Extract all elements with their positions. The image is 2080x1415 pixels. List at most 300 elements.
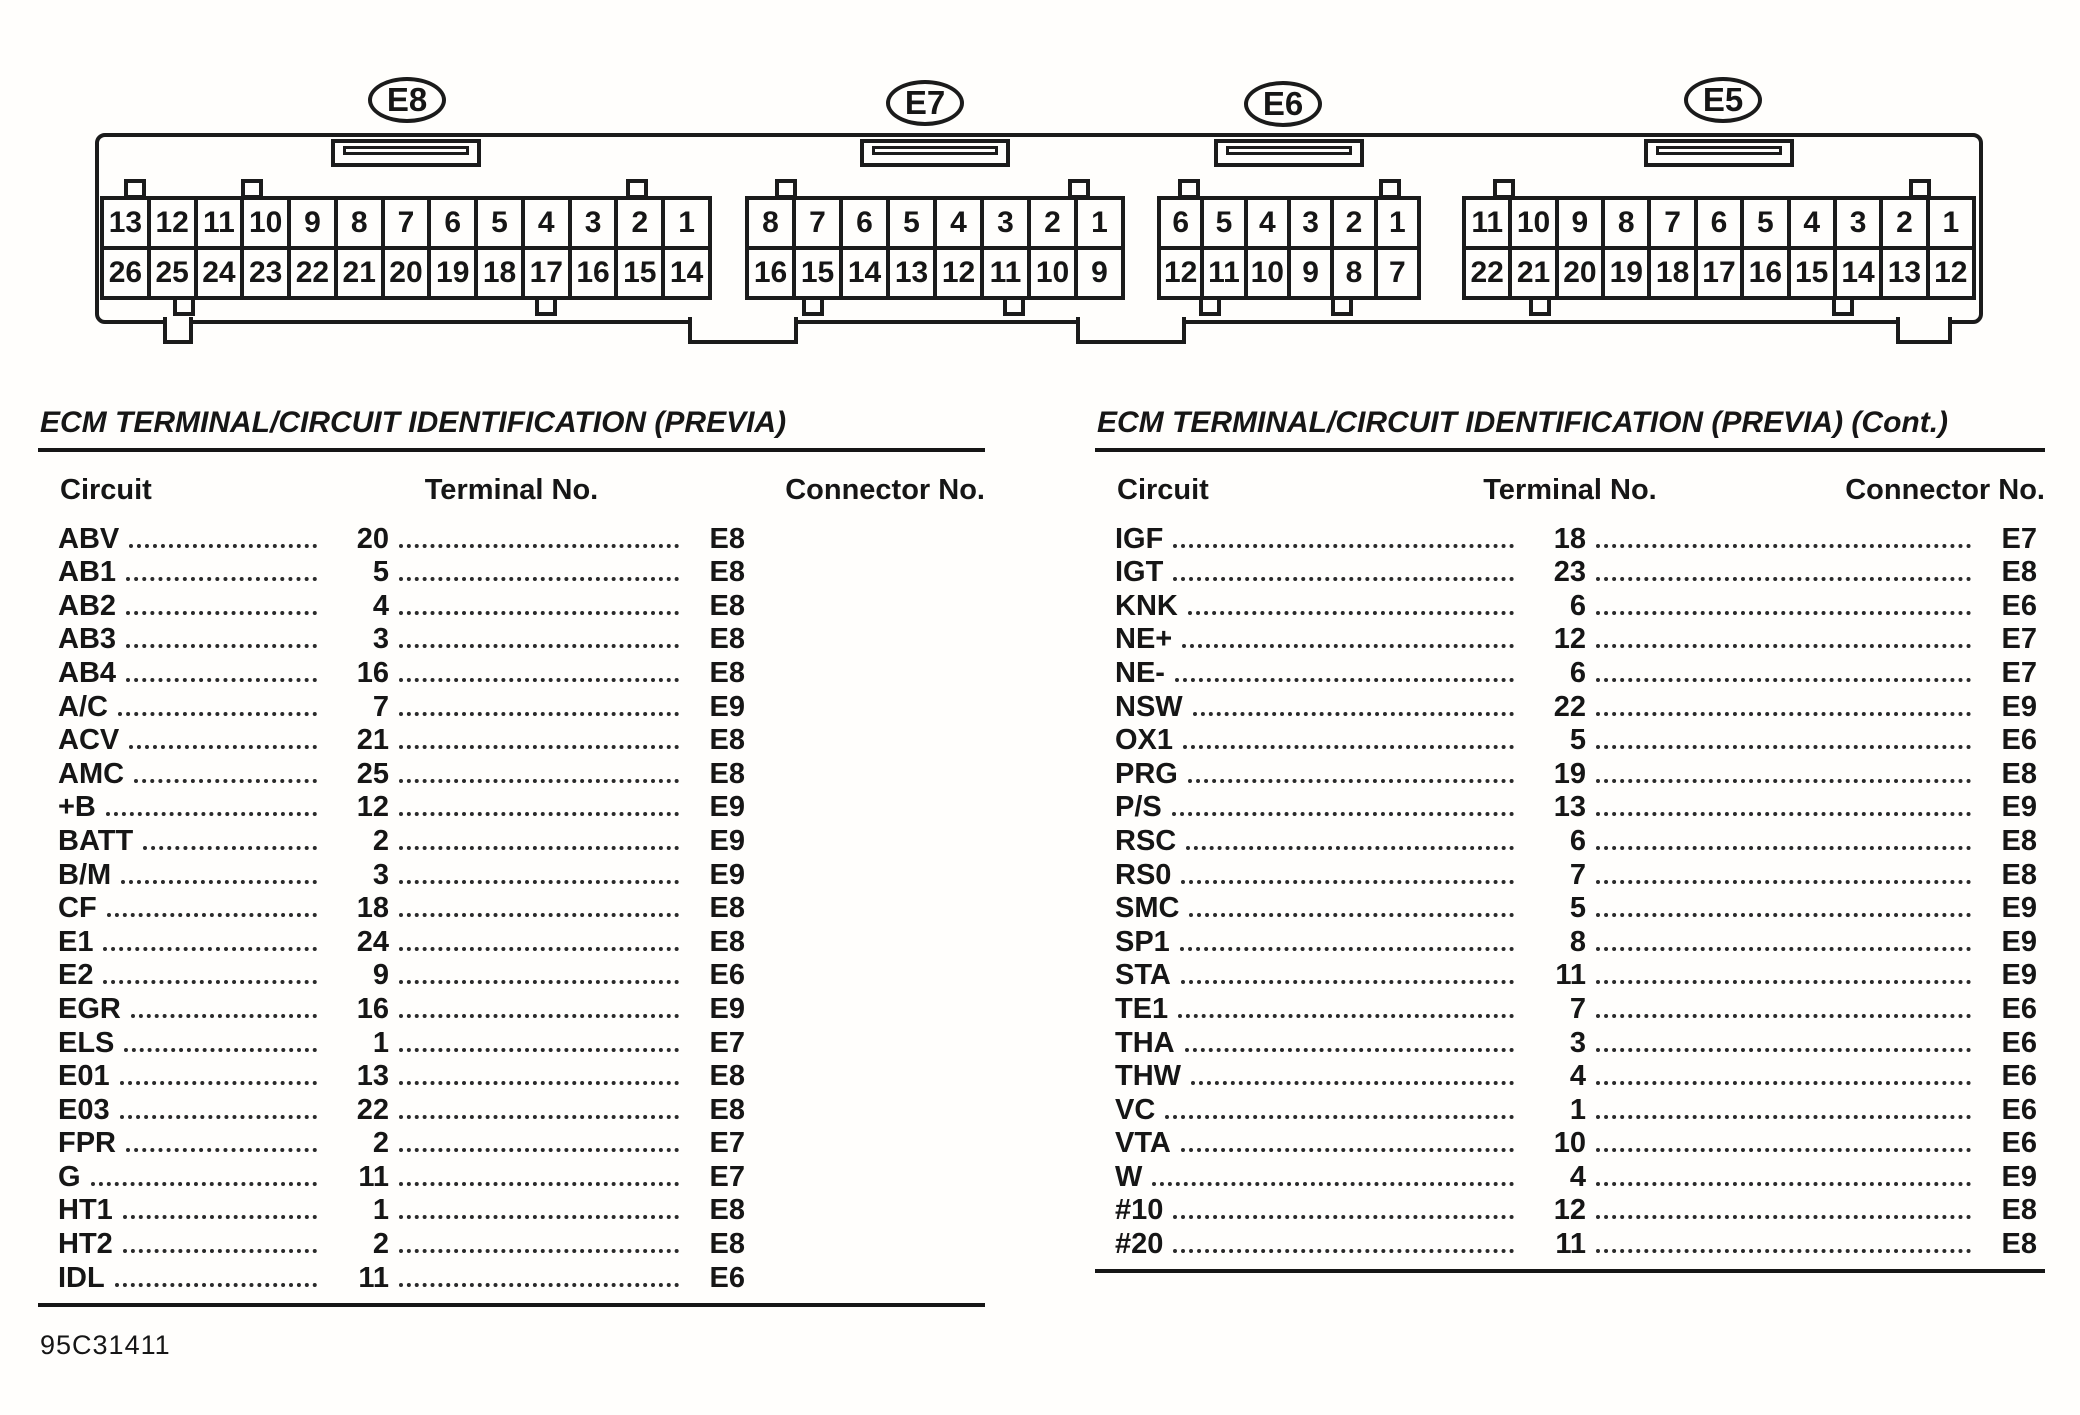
circuit-name: THW <box>1115 1060 1182 1093</box>
terminal-number: 4 <box>1569 1160 1586 1193</box>
dot-leader <box>399 980 679 984</box>
dot-leader <box>107 913 317 917</box>
circuit-row <box>1095 656 2045 690</box>
terminal-number: 21 <box>356 724 389 757</box>
circuit-name: G <box>58 1160 81 1193</box>
pin-E8-11: 11 <box>196 198 243 248</box>
dot-leader <box>399 1081 679 1085</box>
guide-tab <box>1529 296 1551 316</box>
dot-leader <box>129 745 317 749</box>
circuit-row <box>38 824 985 858</box>
connector-id: E7 <box>2001 522 2037 555</box>
circuit-row <box>1095 1194 2045 1228</box>
circuit-row <box>1095 992 2045 1026</box>
latch-slot <box>872 146 998 155</box>
pin-E7-6: 6 <box>841 198 888 248</box>
circuit-name: ACV <box>58 724 120 757</box>
pin-E6-1: 1 <box>1376 198 1419 248</box>
pin-grid-e6 <box>1157 196 1421 300</box>
circuit-row <box>1095 522 2045 556</box>
terminal-number: 3 <box>1569 1026 1586 1059</box>
terminal-number: 11 <box>1555 959 1586 992</box>
pin-E7-2: 2 <box>1029 198 1076 248</box>
circuit-name: HT1 <box>58 1194 113 1227</box>
connector-id: E8 <box>709 1194 745 1227</box>
circuit-name: SMC <box>1115 892 1180 925</box>
dot-leader <box>399 1014 679 1018</box>
dot-leader <box>126 1148 317 1152</box>
terminal-number: 10 <box>1553 1127 1586 1160</box>
circuit-row <box>38 892 985 926</box>
connector-id: E8 <box>2001 1228 2037 1261</box>
connector-id: E7 <box>2001 656 2037 689</box>
latch-slot <box>1656 146 1782 155</box>
dot-leader <box>399 1048 679 1052</box>
pin-E7-11: 11 <box>982 248 1029 298</box>
connector-id: E9 <box>2001 690 2037 723</box>
dot-leader <box>1596 577 1971 581</box>
dot-leader <box>1178 1014 1514 1018</box>
column-header-terminal: Terminal No. <box>1483 474 1657 506</box>
circuit-name: VTA <box>1115 1127 1171 1160</box>
pin-E5-7: 7 <box>1649 198 1695 248</box>
dot-leader <box>1181 880 1514 884</box>
circuit-row <box>38 589 985 623</box>
dot-leader <box>399 1182 679 1186</box>
connector-label-e7 <box>886 80 964 126</box>
dot-leader <box>91 1182 317 1186</box>
connector-label-text: E5 <box>1702 81 1744 118</box>
terminal-number: 1 <box>372 1026 389 1059</box>
table-bottom-rule <box>38 1303 985 1307</box>
pin-row <box>1464 248 1974 298</box>
pin-E5-8: 8 <box>1603 198 1649 248</box>
circuit-name: IDL <box>58 1261 105 1294</box>
circuit-name: E2 <box>58 959 94 992</box>
circuit-name: AB3 <box>58 623 117 656</box>
circuit-row <box>38 690 985 724</box>
dot-leader <box>1596 644 1971 648</box>
dot-leader <box>1182 644 1514 648</box>
dot-leader <box>1596 745 1971 749</box>
connector-id: E8 <box>709 925 745 958</box>
circuit-row <box>1095 892 2045 926</box>
connector-id: E6 <box>709 959 745 992</box>
dot-leader <box>1596 1148 1971 1152</box>
connector-id: E9 <box>709 824 745 857</box>
guide-tab <box>173 296 195 316</box>
circuit-row <box>38 959 985 993</box>
circuit-name: IGT <box>1115 556 1164 589</box>
dot-leader <box>399 712 679 716</box>
dot-leader <box>399 913 679 917</box>
guide-tab <box>241 179 263 199</box>
column-header-terminal: Terminal No. <box>424 474 599 506</box>
pin-E6-4: 4 <box>1246 198 1289 248</box>
dot-leader <box>120 1081 317 1085</box>
connector-id: E8 <box>709 892 745 925</box>
connector-id: E8 <box>709 1093 745 1126</box>
pin-E7-4: 4 <box>935 198 982 248</box>
dot-leader <box>126 611 317 615</box>
circuit-row <box>38 1261 985 1295</box>
terminal-number: 8 <box>1569 925 1586 958</box>
circuit-row <box>1095 791 2045 825</box>
terminal-number: 1 <box>1569 1093 1586 1126</box>
dot-leader <box>106 812 317 816</box>
connector-id: E9 <box>709 791 745 824</box>
dot-leader <box>1175 678 1514 682</box>
pin-E7-8: 8 <box>747 198 794 248</box>
pin-E7-13: 13 <box>888 248 935 298</box>
connector-id: E9 <box>709 858 745 891</box>
pin-E8-20: 20 <box>383 248 430 298</box>
circuit-table-previa-cont <box>1095 406 2045 1273</box>
dot-leader <box>399 880 679 884</box>
circuit-row <box>1095 1026 2045 1060</box>
dot-leader <box>134 779 317 783</box>
connector-id: E6 <box>2001 589 2037 622</box>
connector-id: E8 <box>709 757 745 790</box>
circuit-row <box>38 556 985 590</box>
dot-leader <box>143 846 317 850</box>
housing-tab <box>1076 317 1186 344</box>
circuit-name: CF <box>58 892 97 925</box>
circuit-row <box>1095 1093 2045 1127</box>
pin-E8-4: 4 <box>523 198 570 248</box>
circuit-row <box>1095 1160 2045 1194</box>
dot-leader <box>399 611 679 615</box>
guide-tab <box>1493 179 1515 199</box>
circuit-row <box>1095 1127 2045 1161</box>
dot-leader <box>399 745 679 749</box>
dot-leader <box>399 1283 679 1287</box>
connector-id: E9 <box>2001 1160 2037 1193</box>
dot-leader <box>123 1215 317 1219</box>
pin-E5-13: 13 <box>1881 248 1927 298</box>
terminal-number: 2 <box>372 1228 389 1261</box>
housing-tab <box>163 317 193 344</box>
circuit-row <box>1095 858 2045 892</box>
pin-E7-12: 12 <box>935 248 982 298</box>
latch-slot <box>1226 146 1352 155</box>
dot-leader <box>1172 812 1514 816</box>
circuit-name: RS0 <box>1115 858 1172 891</box>
table-rows <box>38 522 985 1295</box>
terminal-number: 12 <box>356 791 389 824</box>
guide-tab <box>1909 179 1931 199</box>
dot-leader <box>126 678 317 682</box>
dot-leader <box>1152 1182 1514 1186</box>
dot-leader <box>1596 1215 1971 1219</box>
circuit-row <box>38 757 985 791</box>
circuit-row <box>1095 824 2045 858</box>
dot-leader <box>1191 1081 1514 1085</box>
connector-block-e5 <box>1462 196 1976 300</box>
circuit-name: STA <box>1115 959 1171 992</box>
circuit-table-previa <box>38 406 985 1307</box>
guide-tab <box>124 179 146 199</box>
pin-row <box>102 248 710 298</box>
dot-leader <box>1173 1215 1514 1219</box>
terminal-number: 3 <box>372 623 389 656</box>
circuit-name: AB2 <box>58 589 117 622</box>
pin-E8-18: 18 <box>476 248 523 298</box>
connector-id: E8 <box>2001 1194 2037 1227</box>
dot-leader <box>1596 1115 1971 1119</box>
pin-E7-16: 16 <box>747 248 794 298</box>
pin-E8-8: 8 <box>336 198 383 248</box>
dot-leader <box>129 544 317 548</box>
table-header-row <box>1095 470 2045 516</box>
terminal-number: 12 <box>1553 1194 1586 1227</box>
dot-leader <box>1596 913 1971 917</box>
pin-E6-11: 11 <box>1202 248 1245 298</box>
connector-id: E9 <box>709 992 745 1025</box>
connector-label-e5 <box>1684 77 1762 123</box>
pin-E8-10: 10 <box>242 198 289 248</box>
pin-E7-5: 5 <box>888 198 935 248</box>
connector-id: E6 <box>2001 992 2037 1025</box>
circuit-row <box>38 1160 985 1194</box>
circuit-row <box>38 992 985 1026</box>
circuit-name: #20 <box>1115 1228 1164 1261</box>
pin-E5-2: 2 <box>1881 198 1927 248</box>
connector-id: E8 <box>2001 757 2037 790</box>
table-rows <box>1095 522 2045 1261</box>
circuit-name: RSC <box>1115 824 1177 857</box>
connector-id: E8 <box>2001 824 2037 857</box>
terminal-number: 2 <box>372 1127 389 1160</box>
dot-leader <box>1596 779 1971 783</box>
pin-E5-9: 9 <box>1557 198 1603 248</box>
pin-E5-10: 10 <box>1510 198 1556 248</box>
circuit-name: P/S <box>1115 791 1162 824</box>
circuit-name: B/M <box>58 858 112 891</box>
pin-E8-21: 21 <box>336 248 383 298</box>
pin-E8-26: 26 <box>102 248 149 298</box>
pin-E7-3: 3 <box>982 198 1029 248</box>
circuit-name: E03 <box>58 1093 110 1126</box>
pin-E8-16: 16 <box>570 248 617 298</box>
pin-grid-e7 <box>745 196 1125 300</box>
pin-E6-3: 3 <box>1289 198 1332 248</box>
terminal-number: 25 <box>356 757 389 790</box>
table-bottom-rule <box>1095 1269 2045 1273</box>
pin-E6-12: 12 <box>1159 248 1202 298</box>
circuit-name: HT2 <box>58 1228 113 1261</box>
circuit-name: TE1 <box>1115 992 1169 1025</box>
guide-tab <box>1379 179 1401 199</box>
pin-E5-5: 5 <box>1742 198 1788 248</box>
circuit-name: E01 <box>58 1060 110 1093</box>
pin-E6-8: 8 <box>1332 248 1375 298</box>
circuit-row <box>38 1026 985 1060</box>
pin-E8-6: 6 <box>429 198 476 248</box>
circuit-name: ABV <box>58 522 120 555</box>
pin-E8-13: 13 <box>102 198 149 248</box>
connector-id: E7 <box>2001 623 2037 656</box>
dot-leader <box>399 947 679 951</box>
dot-leader <box>1596 544 1971 548</box>
pin-row <box>1159 198 1419 248</box>
guide-tab <box>1003 296 1025 316</box>
connector-label-text: E6 <box>1262 85 1304 122</box>
dot-leader <box>1596 846 1971 850</box>
terminal-number: 11 <box>358 1160 389 1193</box>
circuit-row <box>1095 925 2045 959</box>
dot-leader <box>399 1215 679 1219</box>
connector-id: E9 <box>2001 892 2037 925</box>
terminal-number: 5 <box>1569 892 1586 925</box>
pin-E8-15: 15 <box>616 248 663 298</box>
terminal-number: 16 <box>356 656 389 689</box>
pin-E8-1: 1 <box>663 198 710 248</box>
connector-block-e8 <box>100 196 712 300</box>
dot-leader <box>1596 678 1971 682</box>
pin-row <box>747 248 1123 298</box>
circuit-row <box>38 522 985 556</box>
terminal-number: 24 <box>356 925 389 958</box>
circuit-row <box>1095 1227 2045 1261</box>
connector-block-e7 <box>745 196 1125 300</box>
terminal-number: 16 <box>356 992 389 1025</box>
terminal-number: 22 <box>1553 690 1586 723</box>
pin-E6-5: 5 <box>1202 198 1245 248</box>
pin-row <box>747 198 1123 248</box>
pin-E8-17: 17 <box>523 248 570 298</box>
terminal-number: 18 <box>356 892 389 925</box>
terminal-number: 3 <box>372 858 389 891</box>
pin-E8-2: 2 <box>616 198 663 248</box>
circuit-name: KNK <box>1115 589 1178 622</box>
dot-leader <box>1165 1115 1514 1119</box>
dot-leader <box>1180 947 1514 951</box>
circuit-name: SP1 <box>1115 925 1170 958</box>
circuit-name: THA <box>1115 1026 1175 1059</box>
latch-slot <box>343 146 469 155</box>
terminal-number: 20 <box>356 522 389 555</box>
pin-grid-e5 <box>1462 196 1976 300</box>
dot-leader <box>1596 880 1971 884</box>
pin-E5-12: 12 <box>1928 248 1974 298</box>
dot-leader <box>120 1115 317 1119</box>
dot-leader <box>1596 712 1971 716</box>
pin-E7-9: 9 <box>1076 248 1123 298</box>
dot-leader <box>1173 577 1514 581</box>
pin-E5-19: 19 <box>1603 248 1649 298</box>
circuit-row <box>38 1194 985 1228</box>
figure-code: 95C31411 <box>40 1330 171 1360</box>
dot-leader <box>1186 846 1514 850</box>
pin-E5-11: 11 <box>1464 198 1510 248</box>
circuit-name: ELS <box>58 1026 115 1059</box>
connector-label-e6 <box>1244 81 1322 127</box>
circuit-row <box>38 656 985 690</box>
pin-E7-15: 15 <box>794 248 841 298</box>
connector-id: E8 <box>709 1060 745 1093</box>
terminal-number: 5 <box>372 556 389 589</box>
terminal-number: 5 <box>1569 724 1586 757</box>
pin-E8-7: 7 <box>383 198 430 248</box>
circuit-row <box>1095 724 2045 758</box>
dot-leader <box>399 678 679 682</box>
guide-tab <box>802 296 824 316</box>
dot-leader <box>399 1148 679 1152</box>
pin-E7-10: 10 <box>1029 248 1076 298</box>
dot-leader <box>399 1115 679 1119</box>
circuit-name: AB4 <box>58 656 117 689</box>
table-title: ECM TERMINAL/CIRCUIT IDENTIFICATION (PREVIA) <box>38 406 985 452</box>
circuit-name: #10 <box>1115 1194 1164 1227</box>
dot-leader <box>399 1249 679 1253</box>
circuit-row <box>38 1060 985 1094</box>
connector-label-text: E7 <box>904 84 946 121</box>
connector-latch <box>1214 139 1364 167</box>
column-header-circuit: Circuit <box>1117 474 1209 506</box>
dot-leader <box>399 577 679 581</box>
terminal-number: 4 <box>372 589 389 622</box>
pin-E7-1: 1 <box>1076 198 1123 248</box>
column-header-connector: Connector No. <box>1845 474 2045 506</box>
terminal-number: 1 <box>372 1194 389 1227</box>
circuit-row <box>1095 589 2045 623</box>
circuit-row <box>38 925 985 959</box>
circuit-name: +B <box>58 791 96 824</box>
dot-leader <box>131 1014 317 1018</box>
connector-id: E8 <box>709 589 745 622</box>
circuit-row <box>1095 690 2045 724</box>
pin-E5-14: 14 <box>1835 248 1881 298</box>
pin-E5-21: 21 <box>1510 248 1556 298</box>
pin-E5-15: 15 <box>1789 248 1835 298</box>
circuit-name: IGF <box>1115 522 1164 555</box>
connector-label-e8 <box>368 77 446 123</box>
dot-leader <box>115 1283 317 1287</box>
pin-E8-3: 3 <box>570 198 617 248</box>
terminal-number: 23 <box>1553 556 1586 589</box>
dot-leader <box>1596 1182 1971 1186</box>
connector-id: E6 <box>2001 1093 2037 1126</box>
connector-id: E8 <box>2001 556 2037 589</box>
pin-E5-20: 20 <box>1557 248 1603 298</box>
dot-leader <box>1596 1014 1971 1018</box>
connector-id: E7 <box>709 1160 745 1193</box>
dot-leader <box>1193 712 1514 716</box>
dot-leader <box>399 544 679 548</box>
dot-leader <box>1596 947 1971 951</box>
table-header-row <box>38 470 985 516</box>
circuit-name: OX1 <box>1115 724 1174 757</box>
connector-id: E7 <box>709 1026 745 1059</box>
housing-tab <box>1896 317 1952 344</box>
circuit-row <box>38 791 985 825</box>
pin-E8-12: 12 <box>149 198 196 248</box>
circuit-name: NE- <box>1115 656 1165 689</box>
connector-id: E8 <box>709 1228 745 1261</box>
connector-id: E9 <box>709 690 745 723</box>
dot-leader <box>1185 1048 1514 1052</box>
circuit-name: PRG <box>1115 757 1178 790</box>
connector-label-text: E8 <box>386 81 428 118</box>
terminal-number: 6 <box>1569 589 1586 622</box>
connector-id: E8 <box>709 522 745 555</box>
pin-E8-23: 23 <box>242 248 289 298</box>
circuit-name: NSW <box>1115 690 1183 723</box>
circuit-name: E1 <box>58 925 94 958</box>
pin-row <box>102 198 710 248</box>
dot-leader <box>1596 812 1971 816</box>
